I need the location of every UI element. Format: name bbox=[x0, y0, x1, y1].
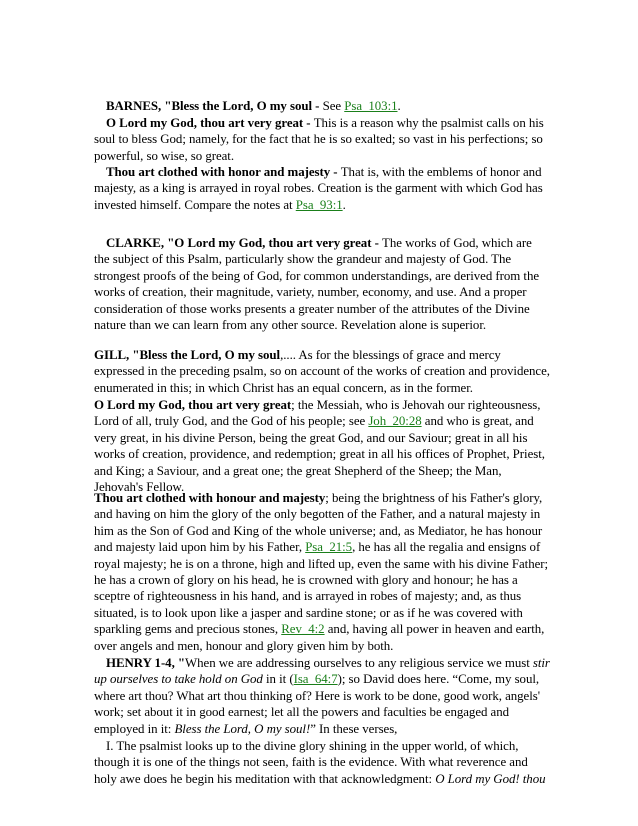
clarke-paragraph-1 bbox=[94, 235, 550, 333]
barnes-text: . bbox=[342, 197, 346, 212]
scripture-link-isa-64-7[interactable]: Isa_64:7 bbox=[293, 672, 338, 687]
gill-text: and who is great, and very great, in his divine Person, being the great God, and our Saviour; great in all his works of creation, providence, and redemption; great in all his offices of Prophet, Priest, and King; a Saviour, and a great one; the great Shepherd of the Sheep; the Man, Jehovah's Fellow. bbox=[94, 414, 545, 495]
gill-heading: GILL, "Bless the Lord, O my soul bbox=[94, 348, 281, 362]
scripture-link-joh-20-28[interactable]: Joh_20:28 bbox=[368, 414, 422, 429]
henry-italic-text: Bless the Lord, O my soul! bbox=[174, 721, 311, 736]
henry-text: ” In these verses, bbox=[310, 721, 398, 736]
gill-paragraph-1 bbox=[94, 347, 550, 396]
barnes-heading: BARNES, "Bless the Lord, O my soul - bbox=[106, 99, 323, 113]
gill-text: , he has all the regalia and ensigns of royal majesty; he is on a throne, high and lifted up, even the same with his divine Father; he has a crown of glory on his head, he is crowned with glory and honour; he has a sceptre of righteousness in his hand, and is arrayed in robes of majesty; and, as thus situated, is to look upon like a jasper and sardine stone; or as if he was covered with sparkling gems and precious stones, bbox=[94, 540, 549, 637]
gill-subheading: O Lord my God, thou art very great bbox=[94, 398, 292, 412]
barnes-paragraph-2 bbox=[94, 115, 550, 164]
henry-heading: HENRY 1-4, " bbox=[106, 656, 186, 670]
scripture-link-psa-21-5[interactable]: Psa_21:5 bbox=[305, 540, 353, 555]
gill-text: ; being the brightness of his Father's glory, and having on him the glory of the only begotten of the Father, and a natural majesty in him as the Son of God and King of the whole universe; and, as Mediator, he has honour and majesty laid upon him by his Father, bbox=[94, 491, 543, 555]
barnes-text: That is, with the emblems of honor and majesty, as a king is arrayed in royal robes. Creation is the garment with which God has invested himself. Compare the notes at bbox=[94, 165, 543, 212]
barnes-subheading: Thou art clothed with honor and majesty - bbox=[106, 165, 341, 179]
scripture-link-rev-4-2[interactable]: Rev_4:2 bbox=[281, 622, 325, 637]
scripture-link-psa-103-1[interactable]: Psa_103:1 bbox=[344, 99, 398, 113]
henry-text: I. The psalmist looks up to the divine glory shining in the upper world, of which, though it is one of the things not seen, faith is the evidence. With what reverence and holy awe does he begin his meditation with that acknowledgment: bbox=[94, 739, 528, 786]
henry-paragraph-2 bbox=[94, 738, 550, 787]
gill-subheading: Thou art clothed with honour and majesty bbox=[94, 491, 326, 505]
henry-text: ); so David does here. “Come, my soul, where art thou? What art thou thinking of? Here is work to be done, good work, angels' work; set about it in good earnest; let all the powers and faculties be engaged and employed in it: bbox=[94, 672, 540, 736]
henry-text: in it ( bbox=[262, 672, 294, 687]
barnes-text: This is a reason why the psalmist calls on his soul to bless God; namely, for the fact that he is so exalted; so vast in his perfections; so powerful, so wise, so great. bbox=[94, 116, 544, 163]
clarke-heading: CLARKE, "O Lord my God, thou art very great - bbox=[106, 236, 383, 250]
gill-paragraph-3 bbox=[94, 490, 550, 654]
gill-text: ,.... As for the blessings of grace and mercy expressed in the preceding psalm, so on account of the works of creation and providence, enumerated in this; in which Christ has an equal concern, as in the former. bbox=[94, 348, 550, 395]
henry-text: When we are addressing ourselves to any religious service we must bbox=[185, 656, 533, 670]
barnes-paragraph-3 bbox=[94, 164, 550, 213]
barnes-text: See bbox=[322, 99, 345, 113]
barnes-paragraph-1 bbox=[94, 98, 550, 114]
gill-text: ; the Messiah, who is Jehovah our righteousness, Lord of all, truly God, and the God of his people; see bbox=[94, 398, 541, 429]
henry-paragraph-1 bbox=[94, 655, 550, 737]
henry-italic-text: stir up ourselves to take hold on God bbox=[94, 656, 550, 687]
barnes-subheading: O Lord my God, thou art very great - bbox=[106, 116, 314, 130]
clarke-text: The works of God, which are the subject of this Psalm, particularly show the grandeur and majesty of God. The strongest proofs of the being of God, for common understandings, are derived from the works of creation, their magnitude, variety, number, economy, and use. And a proper consideration of those works presents a greater number of the attributes of the Divine nature than we can learn from any other source. Revelation alone is superior. bbox=[94, 236, 540, 333]
gill-paragraph-2 bbox=[94, 397, 550, 495]
barnes-text: . bbox=[397, 99, 401, 113]
scripture-link-psa-93-1[interactable]: Psa_93:1 bbox=[295, 197, 343, 212]
gill-text: and, having all power in heaven and earth, over angels and men, honour and glory given him by both. bbox=[94, 622, 545, 653]
henry-italic-text: O Lord my God! thou bbox=[435, 771, 546, 786]
